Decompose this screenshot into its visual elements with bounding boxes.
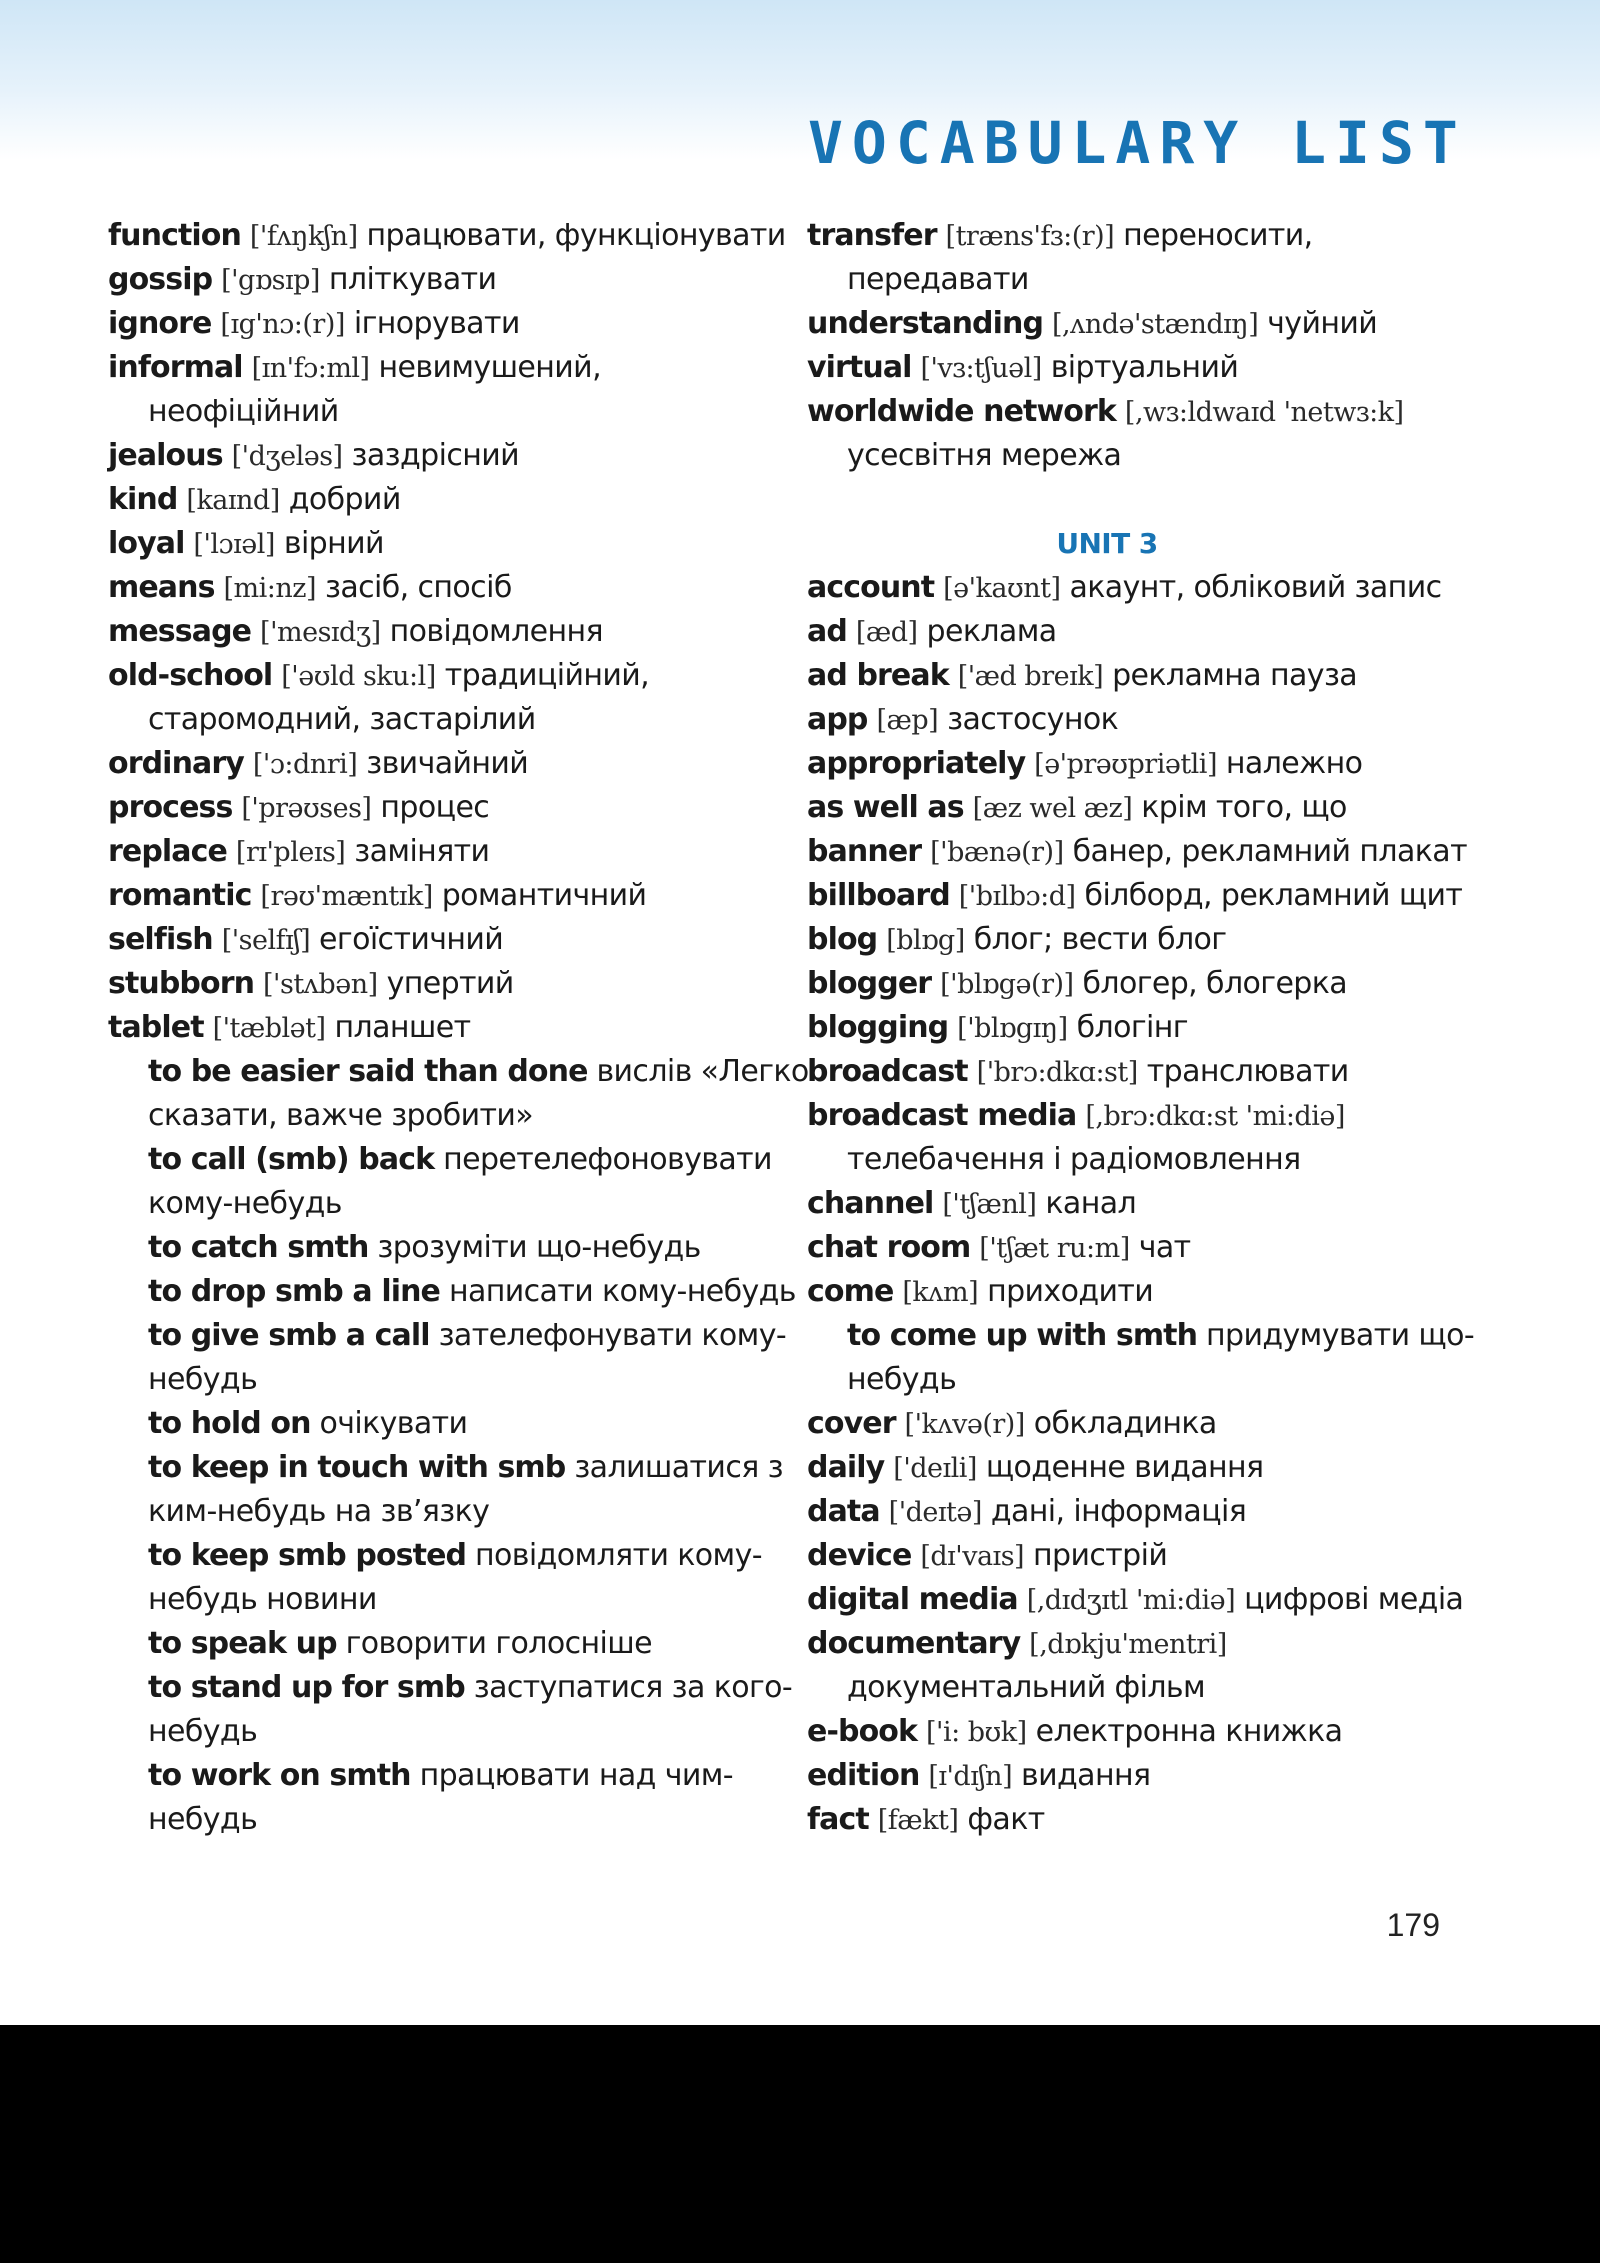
headword: virtual <box>807 350 912 385</box>
phrase: to work on smth <box>148 1758 411 1793</box>
translation: працювати над чим- <box>419 1758 734 1793</box>
translation: повідомляти кому- <box>475 1538 762 1573</box>
entry <box>108 1006 748 1050</box>
transcription: ['deɪtə] <box>888 1497 982 1528</box>
translation: блогінг <box>1076 1010 1188 1045</box>
entry <box>108 654 748 698</box>
translation: банер, рекламний плакат <box>1072 834 1467 869</box>
entry <box>807 1050 1447 1094</box>
headword: cover <box>807 1406 896 1441</box>
headword: replace <box>108 834 227 869</box>
entry <box>108 918 748 962</box>
phrase-entry <box>807 1314 1475 1358</box>
transcription: [mi:nz] <box>223 573 317 604</box>
translation: обкладинка <box>1033 1406 1217 1441</box>
vocabulary-column-right <box>807 214 1475 1842</box>
headword: message <box>108 614 252 649</box>
transcription: ['tæblət] <box>212 1013 326 1044</box>
entry <box>108 346 748 390</box>
phrase: to come up with smth <box>847 1318 1198 1353</box>
headword: blogging <box>807 1010 949 1045</box>
headword: means <box>108 570 215 605</box>
entry <box>807 918 1447 962</box>
headword: jealous <box>108 438 223 473</box>
translation: рекламна пауза <box>1112 658 1358 693</box>
translation: егоїстичний <box>319 922 504 957</box>
transcription: [kʌm] <box>902 1277 979 1308</box>
translation: працювати, функціонувати <box>366 218 786 253</box>
headword: ordinary <box>108 746 244 781</box>
translation: пліткувати <box>328 262 497 297</box>
bottom-black-band <box>0 2025 1600 2263</box>
translation: добрий <box>288 482 401 517</box>
headword: understanding <box>807 306 1044 341</box>
translation: залишатися з <box>574 1450 783 1485</box>
headword: data <box>807 1494 880 1529</box>
entry-continuation: небудь <box>148 1714 258 1749</box>
entry <box>807 1094 1447 1138</box>
translation: транслювати <box>1146 1054 1349 1089</box>
translation: перетелефоновувати <box>443 1142 772 1177</box>
entry <box>807 1006 1447 1050</box>
headword: come <box>807 1274 894 1309</box>
translation: приходити <box>987 1274 1154 1309</box>
phrase-entry <box>108 1314 787 1358</box>
entry <box>807 698 1447 742</box>
entry <box>807 654 1447 698</box>
phrase: to keep in touch with smb <box>148 1450 566 1485</box>
transcription: [,brɔ:dkɑ:st 'mi:diə] <box>1085 1101 1345 1132</box>
entry <box>108 258 748 302</box>
entry <box>807 830 1467 874</box>
entry <box>807 1182 1447 1226</box>
entry <box>807 1710 1447 1754</box>
transcription: [rɪ'pleɪs] <box>235 837 346 868</box>
phrase-entry <box>108 1270 796 1314</box>
entry-continuation: старомодний, застарілий <box>148 702 536 737</box>
phrase-entry <box>108 1534 762 1578</box>
phrase-entry <box>108 1622 748 1666</box>
headword: romantic <box>108 878 252 913</box>
transcription: [ɪg'nɔ:(r)] <box>220 309 345 340</box>
translation: заступатися за кого- <box>473 1670 793 1705</box>
entry-continuation: небудь <box>847 1362 957 1397</box>
entry <box>108 874 748 918</box>
headword: function <box>108 218 241 253</box>
entry <box>807 1578 1464 1622</box>
translation: заміняти <box>354 834 490 869</box>
translation: повідомлення <box>389 614 603 649</box>
headword: blogger <box>807 966 932 1001</box>
transcription: ['selfɪʃ] <box>221 925 311 956</box>
entry-continuation: сказати, важче зробити» <box>148 1098 534 1133</box>
entry <box>807 742 1447 786</box>
translation: білборд, рекламний щит <box>1084 878 1463 913</box>
phrase: to speak up <box>148 1626 337 1661</box>
entry <box>108 214 786 258</box>
headword: transfer <box>807 218 937 253</box>
entry-continuation: небудь новини <box>148 1582 377 1617</box>
transcription: [,dɪdʒɪtl 'mi:diə] <box>1026 1585 1236 1616</box>
transcription: ['i: bʊk] <box>925 1717 1027 1748</box>
entry <box>108 478 748 522</box>
translation: звичайний <box>366 746 529 781</box>
entry <box>807 874 1463 918</box>
entry <box>807 1446 1447 1490</box>
entry-continuation: документальний фільм <box>847 1670 1206 1705</box>
transcription: ['gɒsɪp] <box>221 265 320 296</box>
headword: daily <box>807 1450 885 1485</box>
entry-continuation: передавати <box>847 262 1029 297</box>
headword: documentary <box>807 1626 1021 1661</box>
translation: дані, інформація <box>990 1494 1247 1529</box>
headword: chat room <box>807 1230 971 1265</box>
entry <box>108 566 748 610</box>
entry <box>807 962 1447 1006</box>
entry-continuation: неофіційний <box>148 394 339 429</box>
entry <box>108 962 748 1006</box>
transcription: ['tʃænl] <box>942 1189 1037 1220</box>
headword: as well as <box>807 790 964 825</box>
translation: чуйний <box>1267 306 1378 341</box>
phrase: to hold on <box>148 1406 311 1441</box>
transcription: [,dɒkju'mentri] <box>1029 1629 1227 1660</box>
translation: блогер, блогерка <box>1082 966 1348 1001</box>
entry <box>807 1534 1447 1578</box>
translation: заздрісний <box>351 438 520 473</box>
transcription: [æp] <box>876 705 939 736</box>
translation: щоденне видання <box>985 1450 1264 1485</box>
headword: stubborn <box>108 966 255 1001</box>
translation: акаунт, обліковий запис <box>1069 570 1442 605</box>
transcription: ['fʌŋkʃn] <box>249 221 358 252</box>
translation: факт <box>967 1802 1045 1837</box>
translation: видання <box>1021 1758 1151 1793</box>
entry-continuation: усесвітня мережа <box>847 438 1122 473</box>
headword: ad <box>807 614 847 649</box>
translation: засіб, спосіб <box>324 570 512 605</box>
entry-continuation: небудь <box>148 1802 258 1837</box>
translation: придумувати що- <box>1206 1318 1475 1353</box>
headword: gossip <box>108 262 213 297</box>
phrase-entry <box>108 1402 748 1446</box>
phrase-entry <box>108 1138 772 1182</box>
headword: edition <box>807 1758 920 1793</box>
entry-continuation: телебачення і радіомовлення <box>847 1142 1301 1177</box>
translation: застосунок <box>947 702 1119 737</box>
entry <box>807 1754 1447 1798</box>
transcription: [ɪ'dɪʃn] <box>928 1761 1013 1792</box>
transcription: [blɒg] <box>886 925 965 956</box>
phrase-entry <box>108 1446 783 1490</box>
entry <box>807 1402 1447 1446</box>
translation: канал <box>1045 1186 1137 1221</box>
headword: broadcast <box>807 1054 968 1089</box>
headword: loyal <box>108 526 185 561</box>
transcription: ['lɔɪəl] <box>193 529 275 560</box>
phrase: to call (smb) back <box>148 1142 435 1177</box>
transcription: ['blɒgə(r)] <box>940 969 1074 1000</box>
phrase: to stand up for smb <box>148 1670 465 1705</box>
translation: говорити голосніше <box>345 1626 652 1661</box>
headword: process <box>108 790 233 825</box>
translation: реклама <box>926 614 1057 649</box>
entry <box>108 610 748 654</box>
headword: channel <box>807 1186 934 1221</box>
entry <box>108 434 748 478</box>
translation: процес <box>380 790 490 825</box>
translation: вислів «Легко <box>596 1054 809 1089</box>
transcription: [kaɪnd] <box>186 485 280 516</box>
unit-heading: UNIT 3 <box>1056 527 1158 560</box>
transcription: [træns'fɜ:(r)] <box>945 221 1115 252</box>
headword: e-book <box>807 1714 918 1749</box>
entry <box>807 1798 1447 1842</box>
phrase-entry <box>108 1050 809 1094</box>
transcription: [dɪ'vaɪs] <box>920 1541 1025 1572</box>
entry <box>807 214 1447 258</box>
translation: планшет <box>334 1010 471 1045</box>
transcription: [ə'prəʊpriətli] <box>1034 749 1217 780</box>
transcription: ['vɜ:tʃuəl] <box>920 353 1042 384</box>
headword: blog <box>807 922 878 957</box>
headword: worldwide network <box>807 394 1116 429</box>
transcription: [,ʌndə'stændɪŋ] <box>1051 309 1259 340</box>
translation: упертий <box>386 966 514 1001</box>
transcription: [fækt] <box>877 1805 959 1836</box>
translation: переносити, <box>1123 218 1313 253</box>
entry <box>807 390 1447 434</box>
headword: informal <box>108 350 243 385</box>
section-spacer <box>807 478 1447 522</box>
transcription: ['deɪli] <box>893 1453 977 1484</box>
translation: чат <box>1138 1230 1191 1265</box>
transcription: ['stʌbən] <box>263 969 378 1000</box>
transcription: [ɪn'fɔ:ml] <box>251 353 370 384</box>
headword: broadcast media <box>807 1098 1077 1133</box>
translation: очікувати <box>319 1406 468 1441</box>
entry <box>108 742 748 786</box>
headword: selfish <box>108 922 213 957</box>
translation: електронна книжка <box>1035 1714 1343 1749</box>
translation: написати кому-небудь <box>448 1274 796 1309</box>
headword: account <box>807 570 935 605</box>
translation: вірний <box>283 526 384 561</box>
translation: ігнорувати <box>353 306 520 341</box>
phrase-entry <box>108 1754 748 1798</box>
entry-continuation: ким-небудь на зв’язку <box>148 1494 490 1529</box>
transcription: ['tʃæt ru:m] <box>979 1233 1130 1264</box>
entry <box>807 1490 1447 1534</box>
phrase: to keep smb posted <box>148 1538 467 1573</box>
entry <box>807 786 1447 830</box>
headword: appropriately <box>807 746 1026 781</box>
phrase: to give smb a call <box>148 1318 430 1353</box>
transcription: [rəʊ'mæntɪk] <box>260 881 433 912</box>
transcription: ['dʒeləs] <box>231 441 343 472</box>
transcription: [,wɜ:ldwaɪd 'netwɜ:k] <box>1124 397 1404 428</box>
headword: tablet <box>108 1010 204 1045</box>
transcription: [æz wel æz] <box>972 793 1133 824</box>
translation: віртуальний <box>1050 350 1239 385</box>
transcription: ['kʌvə(r)] <box>904 1409 1025 1440</box>
translation: зрозуміти що-небудь <box>377 1230 701 1265</box>
entry <box>807 1270 1447 1314</box>
headword: kind <box>108 482 178 517</box>
translation: цифрові медіа <box>1244 1582 1464 1617</box>
entry <box>108 830 748 874</box>
entry <box>108 786 748 830</box>
entry-continuation: кому-небудь <box>148 1186 342 1221</box>
headword: billboard <box>807 878 950 913</box>
translation: пристрій <box>1033 1538 1168 1573</box>
entry <box>807 566 1447 610</box>
entry <box>807 1622 1447 1666</box>
transcription: ['bænə(r)] <box>930 837 1064 868</box>
phrase: to catch smth <box>148 1230 369 1265</box>
entry <box>807 1226 1447 1270</box>
transcription: ['mesɪdʒ] <box>260 617 381 648</box>
headword: digital media <box>807 1582 1018 1617</box>
phrase: to be easier said than done <box>148 1054 588 1089</box>
entry <box>807 302 1447 346</box>
translation: належно <box>1225 746 1363 781</box>
translation: блог; вести блог <box>973 922 1227 957</box>
translation: традиційний, <box>444 658 650 693</box>
translation: крім того, що <box>1141 790 1347 825</box>
vocabulary-column-left <box>108 214 809 1842</box>
transcription: ['æd breɪk] <box>957 661 1104 692</box>
headword: ad break <box>807 658 949 693</box>
entry-continuation: небудь <box>148 1362 258 1397</box>
transcription: ['blɒgɪŋ] <box>957 1013 1068 1044</box>
phrase-entry <box>108 1226 748 1270</box>
transcription: ['əʊld sku:l] <box>281 661 436 692</box>
phrase: to drop smb a line <box>148 1274 440 1309</box>
page-title: VOCABULARY LIST <box>808 109 1467 177</box>
headword: ignore <box>108 306 212 341</box>
headword: device <box>807 1538 912 1573</box>
transcription: ['bɪlbɔ:d] <box>958 881 1076 912</box>
transcription: ['prəʊses] <box>241 793 372 824</box>
entry <box>807 346 1447 390</box>
translation: романтичний <box>441 878 647 913</box>
headword: banner <box>807 834 922 869</box>
transcription: [æd] <box>855 617 918 648</box>
headword: app <box>807 702 868 737</box>
transcription: [ə'kaʊnt] <box>943 573 1061 604</box>
entry <box>807 610 1447 654</box>
headword: fact <box>807 1802 869 1837</box>
entry <box>108 522 748 566</box>
phrase-entry <box>108 1666 793 1710</box>
transcription: ['ɔ:dnri] <box>252 749 358 780</box>
transcription: ['brɔ:dkɑ:st] <box>976 1057 1138 1088</box>
headword: old-school <box>108 658 273 693</box>
translation: невимушений, <box>378 350 602 385</box>
translation: зателефонувати кому- <box>438 1318 787 1353</box>
page-number: 179 <box>1386 1907 1440 1943</box>
entry <box>108 302 748 346</box>
